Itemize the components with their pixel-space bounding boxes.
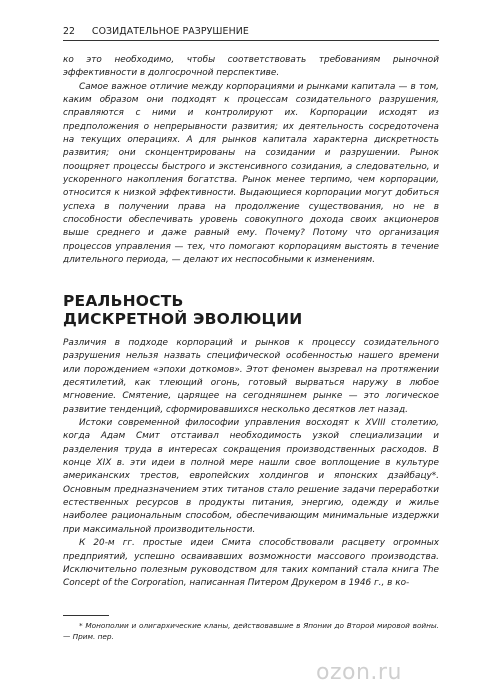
running-header (63, 26, 439, 41)
section-paragraph-1: Различия в подходе корпораций и рынков к процессу созидательного разрушения нельзя назвать специфической особенностью нашего времени или порождением «эпохи доткомов». Этот феномен вызревал на протяжении десятилетий, как тлеющий огонь, готовый вырваться наружу в любое мгновение. Смятение, царящее на сегодняшнем рынке — это логическое развитие тенденций, сформировавшихся несколько десятков лет назад. (63, 338, 439, 415)
running-title: СОЗИДАТЕЛЬНОЕ РАЗРУШЕНИЕ (91, 26, 249, 37)
section-paragraph-3 (63, 537, 439, 590)
section-heading (63, 293, 439, 328)
book-title: The Concept of the Corporation (63, 564, 439, 589)
page-number: 22 (63, 26, 75, 37)
ozon-watermark: ozon.ru (316, 660, 402, 685)
paragraph-3-text-start: К 20-м гг. простые идеи Смита способствовали расцвету огромных предприятий, успешно осваивавших возможности массового производства. Исключительно полезным руководством для таких компаний стала книга (63, 538, 439, 575)
section-heading-line-2: ДИСКРЕТНОЙ ЭВОЛЮЦИИ (63, 309, 303, 328)
footnote: * Монополии и олигархические кланы, действовавшие в Японии до Второй мировой войны. — Прим. пер. (63, 621, 439, 641)
section-paragraph-2: Истоки современной философии управления восходят к XVIII столетию, когда Адам Смит отстаивал необходимость узкой специализации и разделения труда в интересах сокращения производственных расходов. В конце XIX в. эти идеи в полной мере нашли свое воплощение в культуре американских трестов, европейских холдингов и японских дзайбацу*. Основным предназначением этих титанов стало решение задачи переработки естественных ресурсов в продукты питания, энергию, одежду и жилье наиболее рациональным способом, обеспечивающим минимальные издержки при максимальной производительности. (63, 418, 439, 535)
paragraph-main-difference: Самое важное отличие между корпорациями и рынками капитала — в том, каким образом они подходят к процессам созидательного разрушения, справляются с ними и контролируют их. Корпорации исходят из предположения о непрерывности развития; их деятельность сосредоточена на текущих операциях. А для рынков капитала характерна дискретность развития; они сконцентрированы на созидании и разрушении. Рынок поощряет процессы быстрого и экстенсивного созидания, а следовательно, и ускоренного накопления богатства. Рынок менее терпимо, чем корпорации, относится к низкой эффективности. Выдающиеся корпорации могут добиться успеха в получении права на продолжение существования, но не в способности обеспечивать уровень совокупного дохода своих акционеров выше среднего и даже равный ему. Почему? Потому что организация процессов управления — тех, что помогают корпорациям выстоять в течение длительного периода, — делают их неспособными к изменениям. (63, 81, 439, 266)
paragraph-3-text-end: , написанная Питером Друкером в 1946 г., в ко- (183, 578, 410, 589)
section-heading-line-1: РЕАЛЬНОСТЬ (63, 292, 184, 310)
continued-paragraph: ко это необходимо, чтобы соответствовать требованиям рыночной эффективности в долгосрочной перспективе. (63, 55, 439, 79)
section-text-block (63, 337, 439, 591)
footnote-separator (63, 615, 109, 616)
intro-text-block (63, 54, 439, 268)
